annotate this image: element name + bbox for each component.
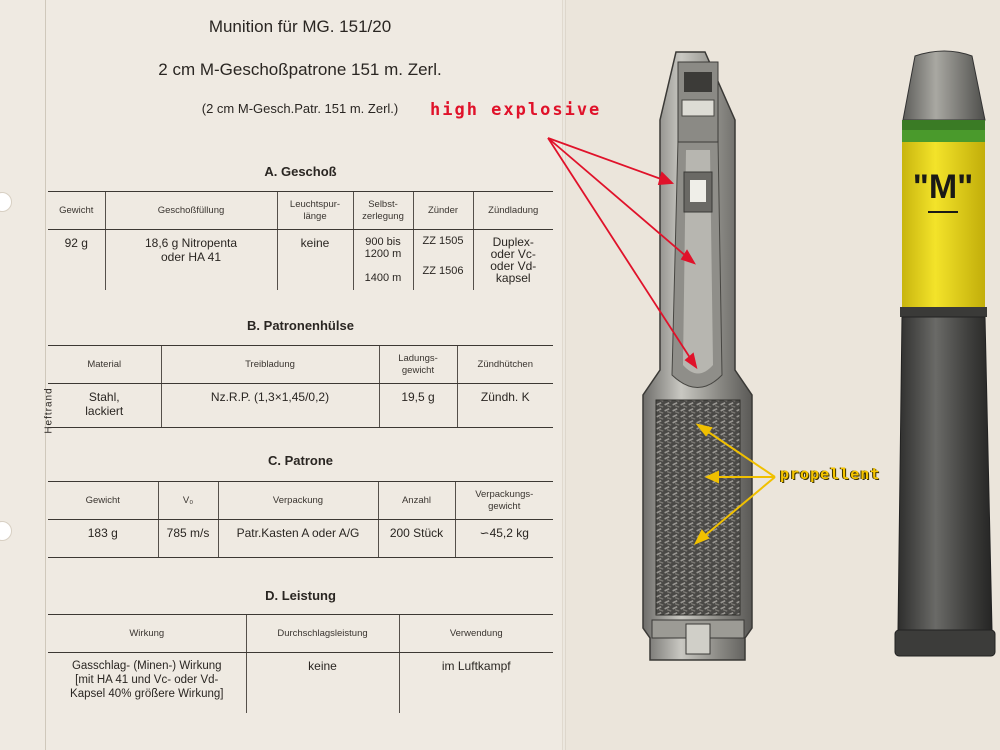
header-cell: Zünder (413, 192, 473, 230)
high-explosive-label: high explosive (430, 100, 602, 120)
header-cell: Gewicht (48, 482, 158, 520)
data-cell: keine (246, 653, 399, 713)
data-cell: 183 g (48, 520, 158, 558)
data-cell: Gasschlag- (Minen-) Wirkung [mit HA 41 und Vc- oder Vd- Kapsel 40% größere Wirkung] (70, 660, 224, 700)
header-cell: Zündhütchen (457, 346, 553, 384)
document-subtitle: 2 cm M-Geschoßpatrone 151 m. Zerl. (158, 60, 442, 79)
data-cell: 200 Stück (378, 520, 455, 558)
header-cell: V₀ (158, 482, 218, 520)
data-cell: Nz.R.P. (1,3×1,45/0,2) (161, 384, 379, 428)
section-b-title: B. Patronenhülse (247, 318, 354, 333)
data-cell: 92 g (64, 236, 88, 250)
header-cell: Wirkung (48, 615, 246, 653)
section-a-title: A. Geschoß (264, 164, 337, 179)
data-cell: im Luftkampf (399, 653, 553, 713)
data-cell: 900 bis 1200 m 1400 m (353, 230, 413, 291)
data-cell: ∽45,2 kg (455, 520, 553, 558)
data-cell: Zündh. K (457, 384, 553, 428)
header-cell: Verwendung (399, 615, 553, 653)
header-cell: Material (48, 346, 161, 384)
document-title: Munition für MG. 151/20 (208, 17, 392, 36)
document-abbreviation: (2 cm M-Gesch.Patr. 151 m. Zerl.) (201, 101, 399, 116)
header-cell: Ladungs- gewicht (379, 346, 457, 384)
cutaway-cartridge (643, 52, 752, 660)
data-cell: ZZ 1505 ZZ 1506 (413, 230, 473, 291)
header-cell: Verpackung (218, 482, 378, 520)
header-cell: Geschoßfüllung (105, 192, 277, 230)
header-cell: Gewicht (48, 192, 105, 230)
header-cell: Zündladung (473, 192, 553, 230)
data-cell: Patr.Kasten A oder A/G (218, 520, 378, 558)
data-cell: keine (277, 230, 353, 291)
data-cell: Duplex- oder Vc- oder Vd- kapsel (473, 230, 553, 291)
data-cell: 785 m/s (158, 520, 218, 558)
header-cell: Durchschlagsleistung (246, 615, 399, 653)
header-cell: Leuchtspur- länge (277, 192, 353, 230)
header-cell: Treibladung (161, 346, 379, 384)
header-cell: Selbst- zerlegung (353, 192, 413, 230)
exterior-cartridge (895, 51, 995, 656)
propellent-label: propellent (780, 465, 881, 483)
section-d-title: D. Leistung (265, 588, 336, 603)
data-cell: 18,6 g Nitropenta oder HA 41 (105, 230, 277, 291)
header-cell: Anzahl (378, 482, 455, 520)
cartridge-stamp: "M" (912, 168, 974, 206)
header-cell: Verpackungs- gewicht (455, 482, 553, 520)
data-cell: 19,5 g (379, 384, 457, 428)
margin-label: Heftrand (43, 387, 55, 434)
section-c-title: C. Patrone (267, 453, 333, 468)
data-cell: Stahl, lackiert (48, 384, 161, 428)
